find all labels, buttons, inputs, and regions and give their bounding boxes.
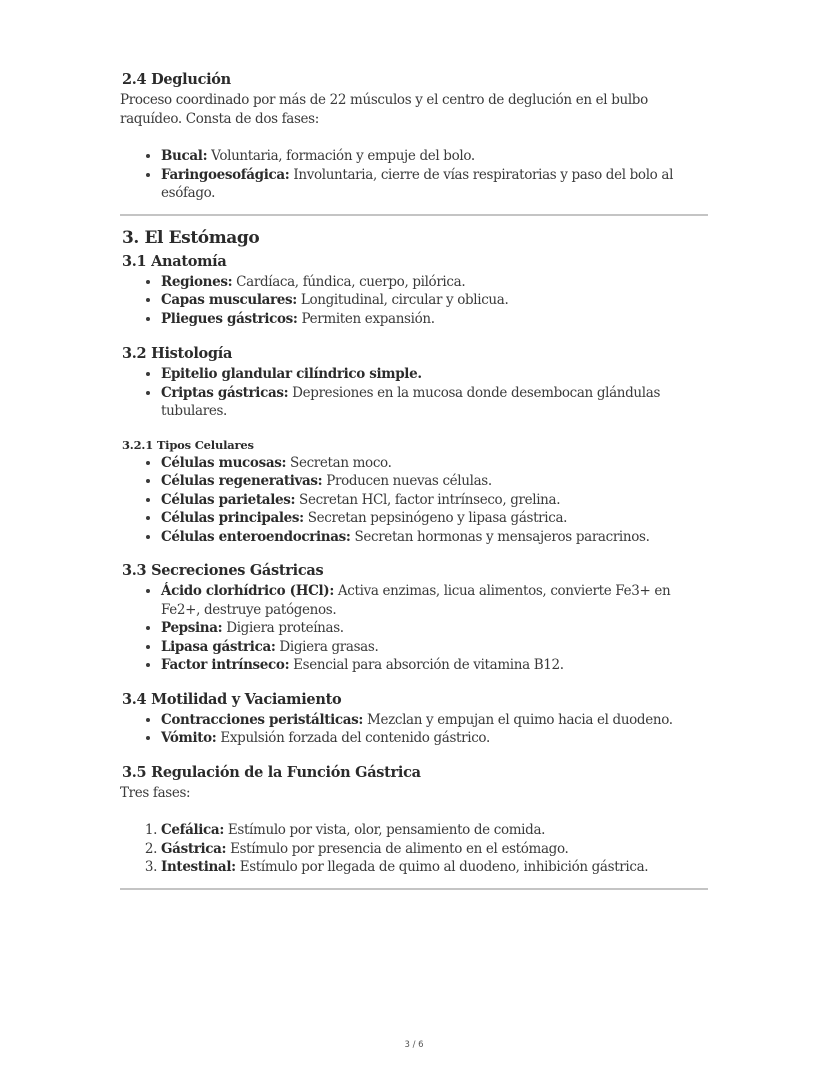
list-item-term: Intestinal: (161, 859, 236, 875)
list-item-text: Permiten expansión. (297, 310, 435, 327)
list-item-term: Criptas gástricas: (161, 384, 289, 401)
horizontal-divider (120, 888, 708, 890)
section-heading: 3.5 Regulación de la Función Gástrica (122, 763, 421, 781)
list-item (161, 656, 708, 675)
list-item-text: Voluntaria, formación y empuje del bolo. (207, 148, 475, 164)
list-item-term: Pliegues gástricos: (161, 310, 298, 327)
list-item (161, 821, 708, 840)
list-item-text: Estímulo por presencia de alimento en el estómago. (226, 840, 569, 857)
list-item-text: Secretan hormonas y mensajeros paracrinos. (350, 528, 650, 545)
list-item-term: Bucal: (161, 148, 208, 164)
list-item-text: Involuntaria, cierre de vías respiratorias y paso del bolo al esófago. (161, 166, 674, 201)
list-item-text: Producen nuevas células. (322, 473, 492, 489)
list-item (161, 491, 708, 510)
document-page (120, 70, 708, 890)
list-item-term: Epitelio glandular cilíndrico simple. (161, 366, 422, 382)
section-heading: 3.1 Anatomía (122, 252, 227, 270)
list-item-term: Células principales: (161, 510, 304, 526)
list-item-term: Faringoesofágica: (161, 166, 290, 183)
bullet-list (120, 365, 708, 421)
list-item (161, 166, 708, 203)
list-item-text: Digiera proteínas. (222, 620, 344, 636)
list-item (161, 858, 708, 877)
horizontal-divider (120, 214, 708, 216)
section-heading: 3.4 Motilidad y Vaciamiento (122, 690, 342, 708)
list-item-term: Ácido clorhídrico (HCl): (161, 583, 334, 599)
list-item (161, 291, 708, 310)
list-item-text: Digiera grasas. (275, 638, 379, 655)
list-item (161, 365, 708, 384)
bullet-list (120, 147, 708, 203)
list-item-term: Lipasa gástrica: (161, 638, 276, 655)
list-item (161, 454, 708, 473)
list-item-text: Cardíaca, fúndica, cuerpo, pilórica. (232, 273, 466, 290)
list-item-text: Esencial para absorción de vitamina B12. (289, 657, 564, 673)
section-deglucion (120, 70, 708, 203)
list-item (161, 472, 708, 491)
list-item (161, 582, 708, 619)
list-item-text: Estímulo por llegada de quimo al duodeno, inhibición gástrica. (235, 859, 649, 875)
bullet-list (120, 273, 708, 329)
list-item-text: Secretan pepsinógeno y lipasa gástrica. (303, 510, 568, 526)
page-number: 3 / 6 (404, 1040, 424, 1050)
section-heading: 2.4 Deglución (122, 71, 231, 88)
list-item-term: Factor intrínseco: (161, 657, 290, 673)
list-item-term: Capas musculares: (161, 292, 297, 308)
section-heading: 3.3 Secreciones Gástricas (122, 562, 324, 579)
numbered-list (120, 821, 708, 877)
chapter-estomago (120, 226, 708, 877)
list-item-term: Pepsina: (161, 620, 223, 636)
list-item (161, 310, 708, 329)
list-item-term: Cefálica: (161, 822, 224, 838)
list-item-text: Depresiones en la mucosa donde desembocan glándulas tubulares. (161, 384, 661, 419)
subsection-heading: 3.2.1 Tipos Celulares (122, 437, 254, 452)
list-item-text: Secretan HCl, factor intrínseco, grelina. (295, 491, 561, 508)
list-item-text: Estímulo por vista, olor, pensamiento de comida. (223, 822, 546, 838)
bullet-list (120, 454, 708, 547)
list-item-term: Células enteroendocrinas: (161, 528, 351, 545)
list-item-term: Células mucosas: (161, 454, 287, 471)
list-item (161, 384, 708, 421)
list-item-term: Vómito: (161, 730, 217, 746)
list-item-term: Células regenerativas: (161, 473, 323, 489)
list-item (161, 840, 708, 859)
list-item-term: Células parietales: (161, 491, 296, 508)
list-item (161, 509, 708, 528)
list-item (161, 147, 708, 166)
section-intro: Proceso coordinado por más de 22 músculos y el centro de deglución en el bulbo raquídeo. Consta de dos fases: (120, 92, 648, 127)
list-item-text: Activa enzimas, licua alimentos, convierte Fe3+ en Fe2+, destruye patógenos. (161, 583, 671, 618)
section-heading: 3.2 Histología (122, 345, 233, 362)
list-item-term: Contracciones peristálticas: (161, 711, 364, 728)
list-item-text: Secretan moco. (286, 454, 392, 471)
bullet-list (120, 582, 708, 675)
list-item (161, 619, 708, 638)
chapter-heading: 3. El Estómago (122, 227, 260, 248)
list-item (161, 638, 708, 657)
list-item-text: Expulsión forzada del contenido gástrico. (216, 730, 490, 746)
list-item (161, 711, 708, 730)
list-item (161, 273, 708, 292)
list-item (161, 729, 708, 748)
list-item-term: Regiones: (161, 273, 233, 290)
list-item-text: Mezclan y empujan el quimo hacia el duodeno. (363, 711, 673, 728)
section-intro: Tres fases: (120, 784, 191, 801)
list-item (161, 528, 708, 547)
list-item-term: Gástrica: (161, 840, 227, 857)
bullet-list (120, 711, 708, 748)
list-item-text: Longitudinal, circular y oblicua. (296, 292, 509, 308)
